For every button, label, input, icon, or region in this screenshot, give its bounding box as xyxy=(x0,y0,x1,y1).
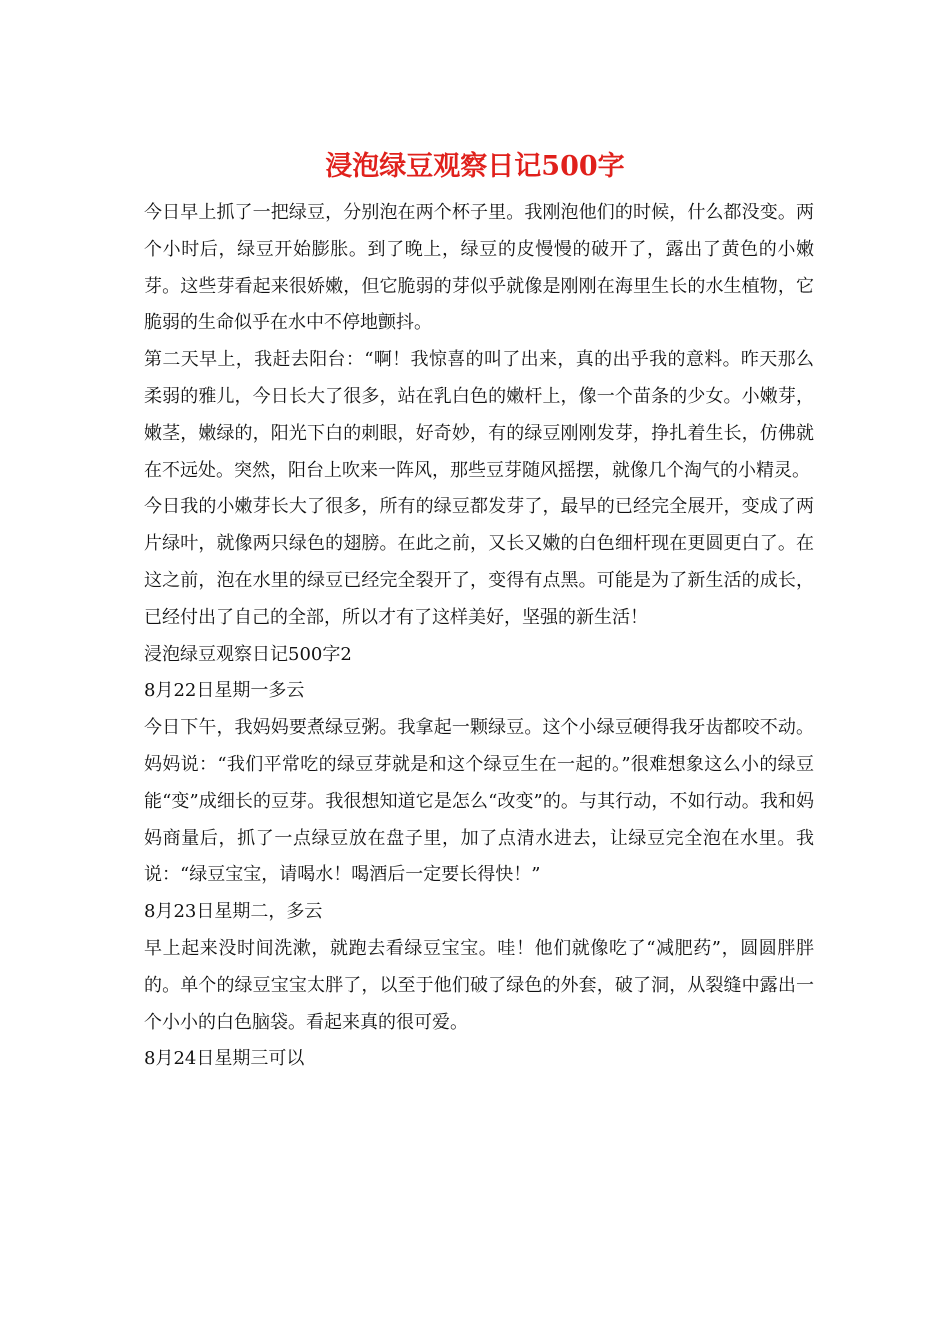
document-body xyxy=(144,195,814,1078)
date-line-aug22: 8月22日星期一多云 xyxy=(144,680,305,702)
date-line-aug24: 8月24日星期三可以 xyxy=(144,1048,305,1070)
paragraph-aug22: 今日下午，我妈妈要煮绿豆粥。我拿起一颗绿豆。这个小绿豆硬得我牙齿都咬不动。妈妈说：“我们平常吃的绿豆芽就是和这个绿豆生在一起的。”很难想象这么小的绿豆能“变”成细长的豆芽。我很想知道它是怎么“改变”的。与其行动，不如行动。我和妈妈商量后，抓了一点绿豆放在盘子里，加了点清水进去，让绿豆完全泡在水里。我说：“绿豆宝宝，请喝水！喝酒后一定要长得快！” xyxy=(144,717,814,886)
paragraph-aug23: 早上起来没时间洗漱，就跑去看绿豆宝宝。哇！他们就像吃了“减肥药”，圆圆胖胖的。单个的绿豆宝宝太胖了，以至于他们破了绿色的外套，破了洞，从裂缝中露出一个小小的白色脑袋。看起来真的很可爱。 xyxy=(144,937,814,1033)
paragraph-day2: 第二天早上，我赶去阳台：“啊！我惊喜的叫了出来，真的出乎我的意料。昨天那么柔弱的雅儿，今日长大了很多，站在乳白色的嫩杆上，像一个苗条的少女。小嫩芽，嫩茎，嫩绿的，阳光下白的刺眼，好奇妙，有的绿豆刚刚发芽，挣扎着生长，仿佛就在不远处。突然，阳台上吹来一阵风，那些豆芽随风摇摆，就像几个淘气的小精灵。 xyxy=(144,349,814,481)
document-title: 浸泡绿豆观察日记500字 xyxy=(325,151,625,182)
paragraph-day1: 今日早上抓了一把绿豆，分别泡在两个杯子里。我刚泡他们的时候，什么都没变。两个小时后，绿豆开始膨胀。到了晚上，绿豆的皮慢慢的破开了，露出了黄色的小嫩芽。这些芽看起来很娇嫩，但它脆弱的芽似乎就像是刚刚在海里生长的水生植物，它脆弱的生命似乎在水中不停地颤抖。 xyxy=(144,202,814,334)
section-subtitle: 浸泡绿豆观察日记500字2 xyxy=(144,643,352,665)
paragraph-day3: 今日我的小嫩芽长大了很多，所有的绿豆都发芽了，最早的已经完全展开，变成了两片绿叶，就像两只绿色的翅膀。在此之前，又长又嫩的白色细杆现在更圆更白了。在这之前，泡在水里的绿豆已经完全裂开了，变得有点黑。可能是为了新生活的成长，已经付出了自己的全部，所以才有了这样美好，坚强的新生活！ xyxy=(144,496,814,628)
date-line-aug23: 8月23日星期二，多云 xyxy=(144,901,323,923)
